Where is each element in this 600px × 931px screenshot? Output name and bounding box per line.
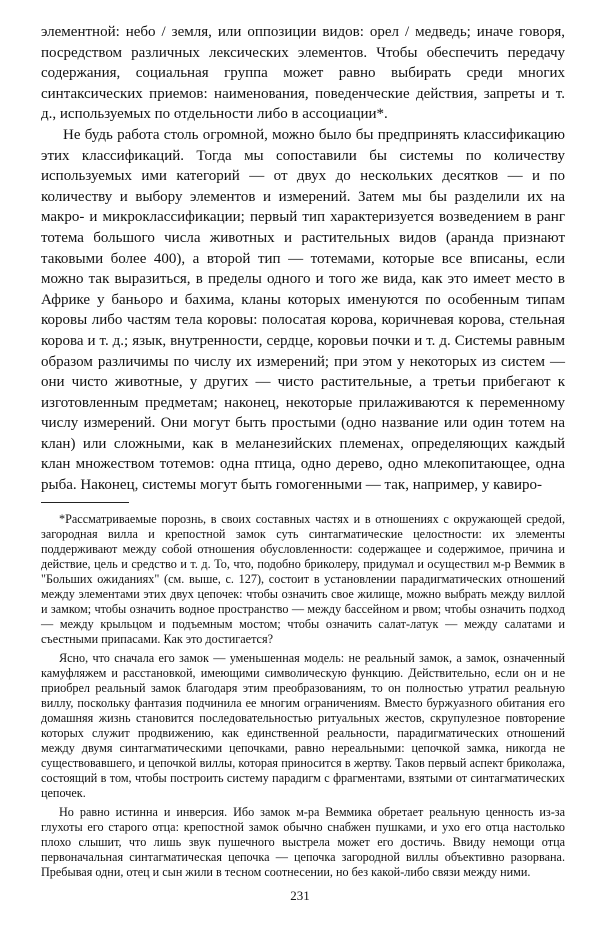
footnote-paragraph: *Рассматриваемые порознь, в своих составных частях и в отношениях с окружающей средой, загородная вилла и крепостной замок суть синтагматические целостности: их элементы поддерживают между собой отношения обусловленности: содержащее и содержимое, причина и действие, цель и средство и т. д. То, что, подобно бриколеру, придумал и осуществил м-р Веммик в "Больших ожиданиях" (см. выше, с. 127), состоит в установлении парадигматических отношений между элементами этих двух цепочек: чтобы означить свое жилище, можно выбрать между виллой и замком; чтобы означить водное пространство — между бассейном и рвом; чтобы означить подход — между крыльцом и подъемным мостом; чтобы означить салат-латук — между салатами и съестными припасами. Как это достигается?: [41, 511, 565, 646]
page-number: 231: [290, 888, 310, 903]
main-text: [41, 22, 565, 496]
footnote-divider: [41, 502, 129, 503]
main-paragraph: Не будь работа столь огромной, можно было бы предпринять классификацию этих классификаций. Тогда мы сопоставили бы системы по количеству используемых ими категорий — от двух до нескольких десятков — и по количеству и выбору элементов и измерений. Затем мы бы разделили их на макро- и микроклассификации; первый тип характеризуется возведением в ранг тотема большого числа животных и растительных видов (аранда признают таковыми более 400), а второй тип — тотемами, которые все вписаны, если можно так выразиться, в пределы одного и того же вида, как это имеет место в Африке у баньоро и бахима, кланы которых именуются по особенным типам коровы либо частям тела коровы: полосатая корова, коричневая корова, стельная корова и т. д.; язык, внутренности, сердце, коровьи почки и т. д. Системы равным образом различимы по числу их измерений; при этом у некоторых из систем — они чисто животные, у других — чисто растительные, а третьи прибегают к изготовленным предметам; наконец, некоторые прилаживаются к переменному числу измерений. Они могут быть простыми (одно название или один тотем на клан) или сложными, как в меланезийских племенах, определяющих каждый клан множеством тотемов: одна птица, одно дерево, одно млекопитающее, одна рыба. Наконец, системы могут быть гомогенными — так, например, у кавиро-: [41, 126, 565, 494]
footnote-paragraph: Ясно, что сначала его замок — уменьшенная модель: не реальный замок, а замок, означенный камуфляжем и расстановкой, имеющими символическую функцию. Действительно, если он и не приобрел реальный замок благодаря этим преобразованиям, то он полностью утратил реальную виллу, поскольку фантазия подчинила ее многим ограничениям. Вместо буржуазного обитания его домашняя жизнь становится последовательностью ритуальных жестов, скрупулезное повторение которых служит продвижению, как единственной реальности, парадигматических отношений между двумя синтагматическими цепочками, равно нереальными: цепочкой замка, никогда не существовавшего, и цепочкой виллы, которая приносится в жертву. Таков первый аспект бриколажа, состоящий в том, чтобы построить систему парадигм с фрагментами, взятыми от синтагматических цепочек.: [41, 650, 565, 800]
footnote-paragraph: Но равно истинна и инверсия. Ибо замок м-ра Веммика обретает реальную ценность из-за глухоты его старого отца: крепостной замок обычно снабжен пушками, и ухо его отца настолько плохо слышит, что лишь звук пушечного выстрела может его достичь. Ввиду немощи отца первоначальная синтагматическая цепочка — цепочка загородной виллы объективно разорвана. Пребывая одни, отец и сын жили в тесном соотнесении, но без какой-либо связи между ними.: [41, 804, 565, 879]
page: [41, 22, 565, 884]
footnotes: [41, 512, 565, 880]
main-paragraph: элементной: небо / земля, или оппозиции видов: орел / медведь; иначе говоря, посредством различных лексических элементов. Чтобы обеспечить передачу содержания, социальная группа может равно выбирать среди многих синтаксических приемов: наименования, поведенческие действия, запреты и т. д., используемых по отдельности либо в ассоциации*.: [41, 24, 565, 123]
